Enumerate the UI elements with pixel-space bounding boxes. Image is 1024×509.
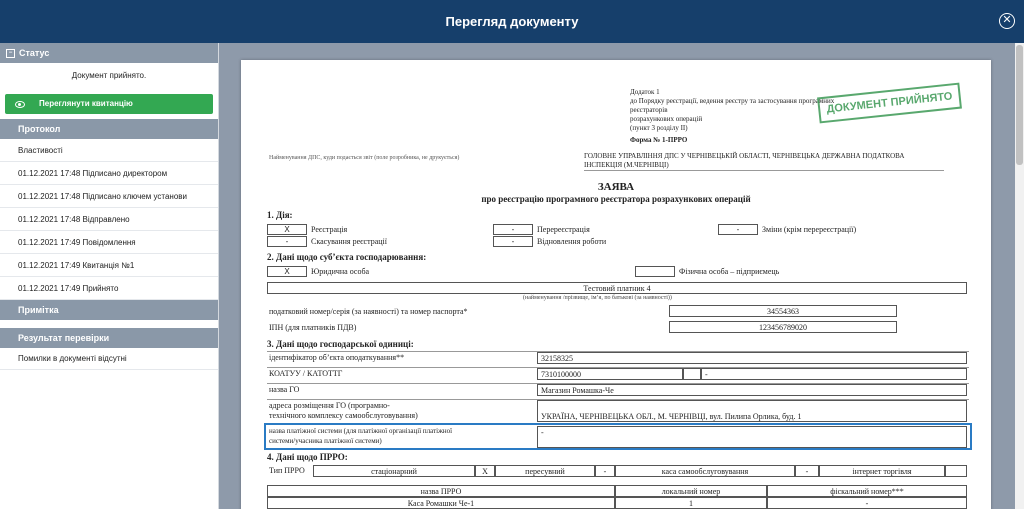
- legal-checkbox: X: [267, 266, 307, 277]
- payment-system-label-1: назва платіжної системи (для платіжної організації платіжної: [269, 427, 453, 435]
- payment-system-value: -: [537, 426, 967, 448]
- type-internet-label: інтернет торгівля: [819, 465, 945, 477]
- collapse-icon[interactable]: −: [6, 49, 15, 58]
- koatuu-value: 7310100000: [537, 368, 683, 380]
- address-label-2: технічного комплексу самообслуговування): [269, 411, 418, 420]
- dps-name: ГОЛОВНЕ УПРАВЛІННЯ ДПС У ЧЕРНІВЕЦЬКІЙ ОБЛАСТІ, ЧЕРНІВЕЦЬКА ДЕРЖАВНА ПОДАТКОВА ІНСПЕКЦІЯ (М.ЧЕРНІВЦІ): [584, 152, 944, 171]
- cancel-label: Скасування реєстрації: [311, 237, 387, 246]
- note-section-header[interactable]: Примітка: [0, 300, 218, 320]
- object-id-value: 32158325: [537, 352, 967, 364]
- restore-checkbox: -: [493, 236, 533, 247]
- tax-number-label: податковий номер/серія (за наявності) та номер паспорта*: [269, 307, 468, 316]
- type-stationary-mark: X: [475, 465, 495, 477]
- cell-fiscal-number: -: [767, 497, 967, 509]
- type-stationary-label: стаціонарний: [313, 465, 475, 477]
- protocol-row[interactable]: 01.12.2021 17:49 Квитанція №1: [0, 254, 218, 277]
- payment-system-label-2: системи/учасника платіжної системи): [269, 437, 382, 445]
- view-receipt-button[interactable]: [5, 94, 213, 114]
- registration-checkbox: X: [267, 224, 307, 235]
- form-number: Форма № 1-ПРРО: [630, 136, 688, 144]
- individual-checkbox: [635, 266, 675, 277]
- close-icon[interactable]: ✕: [999, 13, 1015, 29]
- type-mobile-mark: -: [595, 465, 615, 477]
- section-3-title: 3. Дані щодо господарської одиниці:: [267, 339, 414, 349]
- ipn-label: ІПН (для платників ПДВ): [269, 323, 357, 332]
- go-name-label: назва ГО: [269, 385, 300, 394]
- header-bar: [0, 0, 1024, 43]
- eye-icon: [15, 101, 25, 108]
- document-title: ЗАЯВА: [597, 181, 635, 193]
- window-title: Перегляд документу: [445, 14, 579, 29]
- type-self-service-label: каса самообслуговування: [615, 465, 795, 477]
- prro-type-label: Тип ПРРО: [269, 466, 305, 475]
- type-internet-mark: [945, 465, 967, 477]
- katottg-value: -: [701, 368, 967, 380]
- taxpayer-name: Тестовий платник 4: [267, 282, 967, 294]
- rereg-label: Перереєстрація: [537, 225, 590, 234]
- annex-block: Додаток 1 до Порядку реєстрації, ведення реєстру та застосування програмних реєстраторів розрахункових операцій (пункт 3 розділу ІІ) Форма № 1-ПРРО: [630, 88, 835, 144]
- section-1-title: 1. Дія:: [267, 210, 293, 220]
- rereg-checkbox: -: [493, 224, 533, 235]
- ipn-value: 123456789020: [669, 321, 897, 333]
- viewer-scrollbar[interactable]: [1015, 43, 1024, 509]
- document-page: [241, 60, 991, 509]
- section-4-title: 4. Дані щодо ПРРО:: [267, 452, 348, 462]
- address-label-1: адреса розміщення ГО (програмно-: [269, 401, 390, 410]
- individual-label: Фізична особа – підприємець: [679, 267, 780, 276]
- col-prro-name: назва ПРРО: [267, 485, 615, 497]
- status-section-title: Статус: [19, 48, 50, 58]
- taxpayer-name-caption: (найменування /прізвище, ім’я, по батькові (за наявності)): [523, 295, 672, 301]
- protocol-row[interactable]: Властивості: [0, 139, 218, 162]
- cancel-checkbox: -: [267, 236, 307, 247]
- restore-label: Відновлення роботи: [537, 237, 607, 246]
- protocol-section-header[interactable]: Протокол: [0, 119, 218, 139]
- koatuu-label: КОАТУУ / КАТОТТГ: [269, 369, 343, 378]
- type-self-service-mark: -: [795, 465, 819, 477]
- protocol-row[interactable]: 01.12.2021 17:49 Прийнято: [0, 277, 218, 300]
- result-text: Помилки в документі відсутні: [0, 348, 218, 370]
- status-section-header[interactable]: [0, 43, 218, 63]
- document-subtitle: про реєстрацію програмного реєстратора розрахункових операцій: [481, 194, 751, 204]
- go-name-value: Магазин Ромашка-Че: [537, 384, 967, 396]
- status-text: Документ прийнято.: [71, 71, 147, 80]
- col-local-number: локальний номер: [615, 485, 767, 497]
- accepted-stamp: ДОКУМЕНТ ПРИЙНЯТО: [817, 83, 962, 124]
- cell-local-number: 1: [615, 497, 767, 509]
- tax-number-value: 34554363: [669, 305, 897, 317]
- result-section-header[interactable]: Результат перевірки: [0, 328, 218, 348]
- cell-prro-name: Каса Ромашки Че-1: [267, 497, 615, 509]
- address-value: УКРАЇНА, ЧЕРНІВЕЦЬКА ОБЛ., М. ЧЕРНІВЦІ, вул. Пилипа Орлика, буд. 1: [537, 400, 967, 422]
- dps-caption: Найменування ДПС, куди подається звіт (поле розробника, не друкується): [269, 155, 460, 161]
- scrollbar-thumb[interactable]: [1016, 45, 1023, 165]
- protocol-row[interactable]: 01.12.2021 17:48 Підписано ключем установи: [0, 185, 218, 208]
- type-mobile-label: пересувний: [495, 465, 595, 477]
- sidebar: [0, 43, 219, 509]
- registration-label: Реєстрація: [311, 225, 348, 234]
- changes-label: Зміни (крім перереєстрації): [762, 225, 857, 234]
- protocol-row[interactable]: 01.12.2021 17:49 Повідомлення: [0, 231, 218, 254]
- section-2-title: 2. Дані щодо суб’єкта господарювання:: [267, 252, 427, 262]
- view-receipt-label: Переглянути квитанцію: [39, 99, 133, 108]
- protocol-row[interactable]: 01.12.2021 17:48 Підписано директором: [0, 162, 218, 185]
- protocol-row[interactable]: 01.12.2021 17:48 Відправлено: [0, 208, 218, 231]
- changes-checkbox: -: [718, 224, 758, 235]
- object-id-label: ідентифікатор об’єкта оподаткування**: [269, 353, 405, 362]
- col-fiscal-number: фіскальний номер***: [767, 485, 967, 497]
- legal-label: Юридична особа: [311, 267, 370, 276]
- document-viewer[interactable]: [219, 43, 1024, 509]
